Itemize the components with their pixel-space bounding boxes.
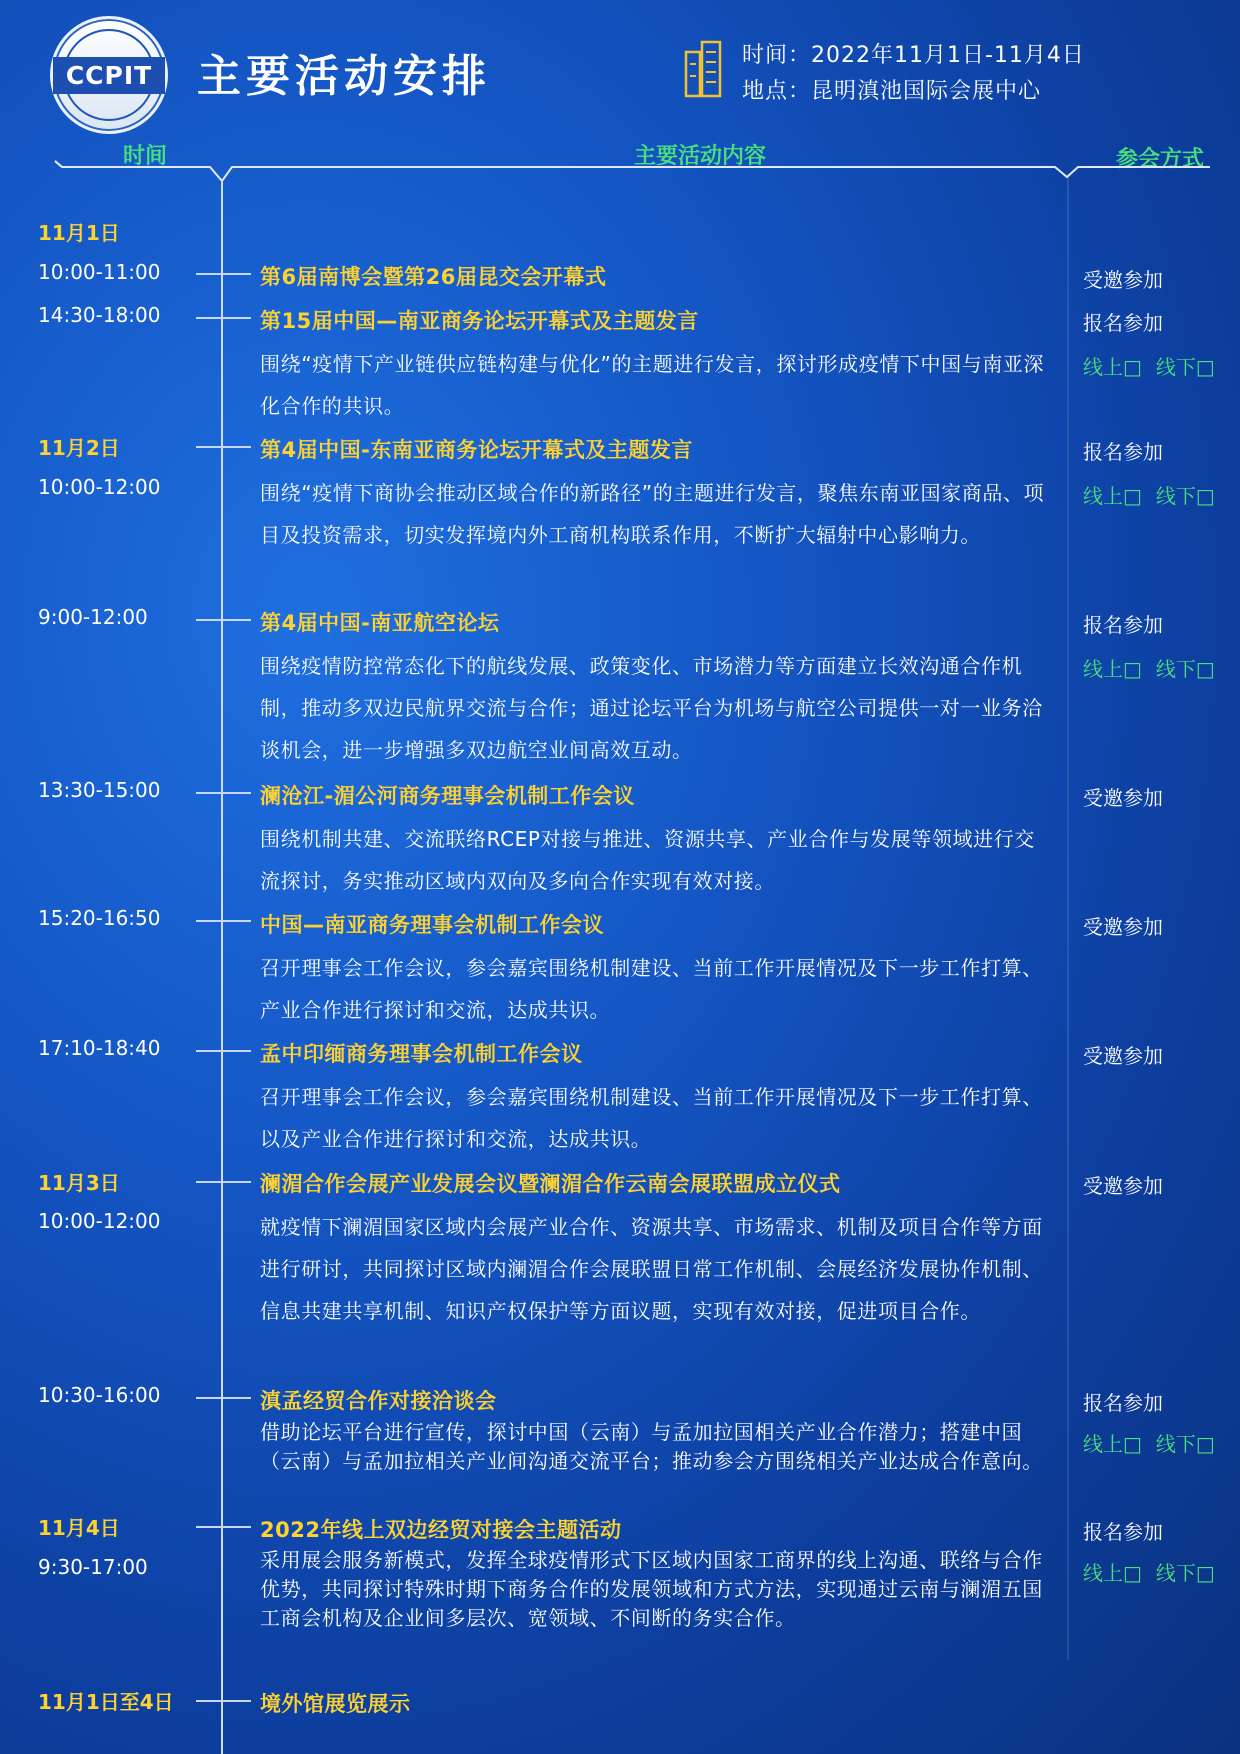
event-description: 围绕“疫情下商协会推动区域合作的新路径”的主题进行发言，聚焦东南亚国家商品、项目及投资需求，切实发挥境内外工商机构联系作用，不断扩大辐射中心影响力。 — [260, 481, 1045, 547]
event-description: 召开理事会工作会议，参会嘉宾围绕机制建设、当前工作开展情况及下一步工作打算、以及产业合作进行探讨和交流，达成共识。 — [260, 1085, 1043, 1151]
online-checkbox[interactable]: 线上□ — [1083, 484, 1142, 508]
day-label: 11月1日 — [38, 221, 120, 245]
offline-checkbox[interactable]: 线下□ — [1155, 355, 1215, 379]
timeline-connector — [196, 317, 251, 319]
online-checkbox[interactable]: 线上□ — [1083, 657, 1142, 681]
column-header-content: 主要活动内容 — [633, 144, 766, 169]
event-title: 中国—南亚商务理事会机制工作会议 — [260, 913, 604, 937]
online-offline-options — [1083, 1428, 1229, 1457]
event-time: 10:30-16:00 — [38, 1383, 161, 1407]
event-title: 第6届南博会暨第26届昆交会开幕式 — [260, 265, 607, 289]
timeline-connector — [196, 920, 251, 922]
online-offline-options — [1083, 653, 1229, 682]
offline-checkbox[interactable]: 线下□ — [1155, 484, 1215, 508]
participation-mode: 报名参加 — [1083, 613, 1163, 637]
event-title: 澜湄合作会展产业发展会议暨澜湄合作云南会展联盟成立仪式 — [260, 1172, 841, 1196]
timeline-connector — [196, 446, 251, 448]
day-label: 11月4日 — [38, 1516, 120, 1540]
timeline-connector — [196, 1700, 251, 1702]
timeline-connector — [196, 619, 251, 621]
logo-text: CCPIT — [53, 57, 165, 94]
day-label: 11月2日 — [38, 436, 120, 460]
online-offline-options — [1083, 351, 1229, 380]
event-time: 10:00-12:00 — [38, 475, 161, 499]
event-time: 9:30-17:00 — [38, 1555, 148, 1579]
event-title: 第4届中国-东南亚商务论坛开幕式及主题发言 — [260, 438, 693, 462]
event-description: 就疫情下澜湄国家区域内会展产业合作、资源共享、市场需求、机制及项目合作等方面进行研讨，共同探讨区域内澜湄合作会展联盟日常工作机制、会展经济发展协作机制、信息共建共享机制、知识产权保护等方面议题，实现有效对接，促进项目合作。 — [260, 1215, 1043, 1323]
day-label: 11月1日至4日 — [38, 1690, 174, 1714]
event-time: 14:30-18:00 — [38, 303, 161, 327]
timeline-connector — [196, 792, 251, 794]
event-description: 借助论坛平台进行宣传，探讨中国（云南）与孟加拉国相关产业合作潜力；搭建中国（云南）与孟加拉相关产业间沟通交流平台；推动参会方围绕相关产业达成合作意向。 — [260, 1420, 1043, 1473]
event-title: 第15届中国—南亚商务论坛开幕式及主题发言 — [260, 309, 699, 333]
online-checkbox[interactable]: 线上□ — [1083, 1432, 1142, 1456]
building-icon — [683, 38, 725, 98]
column-header-mode: 参会方式 — [1115, 147, 1204, 172]
offline-checkbox[interactable]: 线下□ — [1155, 657, 1215, 681]
event-date: 时间：2022年11月1日-11月4日 — [742, 43, 1085, 68]
online-offline-options — [1083, 480, 1229, 509]
ccpit-logo — [50, 16, 168, 134]
event-title: 滇孟经贸合作对接洽谈会 — [260, 1389, 497, 1413]
participation-mode: 受邀参加 — [1083, 915, 1163, 939]
event-time: 10:00-12:00 — [38, 1209, 161, 1233]
event-description: 召开理事会工作会议，参会嘉宾围绕机制建设、当前工作开展情况及下一步工作打算、产业合作进行探讨和交流，达成共识。 — [260, 956, 1043, 1022]
participation-mode: 报名参加 — [1083, 440, 1163, 464]
event-time: 10:00-11:00 — [38, 260, 161, 284]
participation-mode: 受邀参加 — [1083, 786, 1163, 810]
event-description: 围绕“疫情下产业链供应链构建与优化”的主题进行发言，探讨形成疫情下中国与南亚深化合作的共识。 — [260, 352, 1045, 418]
participation-mode: 报名参加 — [1083, 1391, 1163, 1415]
online-offline-options — [1083, 1557, 1229, 1586]
event-title: 澜沧江-湄公河商务理事会机制工作会议 — [260, 784, 635, 808]
event-description: 采用展会服务新模式，发挥全球疫情形式下区域内国家工商界的线上沟通、联络与合作优势，共同探讨特殊时期下商务合作的发展领域和方式方法，实现通过云南与澜湄五国工商会机构及企业间多层次、宽领域、不间断的务实合作。 — [260, 1548, 1043, 1630]
timeline-connector — [196, 1526, 251, 1528]
timeline-connector — [196, 273, 251, 275]
event-title: 第4届中国-南亚航空论坛 — [260, 611, 500, 635]
event-description: 围绕机制共建、交流联络RCEP对接与推进、资源共享、产业合作与发展等领域进行交流探讨，务实推动区域内双向及多向合作实现有效对接。 — [260, 827, 1035, 893]
online-checkbox[interactable]: 线上□ — [1083, 355, 1142, 379]
event-time: 9:00-12:00 — [38, 605, 148, 629]
participation-mode: 受邀参加 — [1083, 1044, 1163, 1068]
page-title: 主要活动安排 — [197, 51, 491, 102]
column-header-time: 时间 — [122, 144, 167, 169]
participation-mode: 报名参加 — [1083, 311, 1163, 335]
event-time: 17:10-18:40 — [38, 1036, 161, 1060]
event-time: 13:30-15:00 — [38, 778, 161, 802]
online-checkbox[interactable]: 线上□ — [1083, 1561, 1142, 1585]
participation-mode: 报名参加 — [1083, 1520, 1163, 1544]
offline-checkbox[interactable]: 线下□ — [1155, 1561, 1215, 1585]
event-venue: 地点：昆明滇池国际会展中心 — [742, 79, 1042, 104]
day-label: 11月3日 — [38, 1171, 120, 1195]
timeline-connector — [196, 1181, 251, 1183]
event-time: 15:20-16:50 — [38, 906, 161, 930]
timeline-connector — [196, 1397, 251, 1399]
event-title: 孟中印缅商务理事会机制工作会议 — [260, 1042, 583, 1066]
participation-mode: 受邀参加 — [1083, 268, 1163, 292]
event-title: 2022年线上双边经贸对接会主题活动 — [260, 1518, 622, 1542]
event-title: 境外馆展览展示 — [260, 1692, 411, 1716]
offline-checkbox[interactable]: 线下□ — [1155, 1432, 1215, 1456]
participation-mode: 受邀参加 — [1083, 1174, 1163, 1198]
event-description: 围绕疫情防控常态化下的航线发展、政策变化、市场潜力等方面建立长效沟通合作机制，推动多双边民航界交流与合作；通过论坛平台为机场与航空公司提供一对一业务洽谈机会，进一步增强多双边航空业间高效互动。 — [260, 654, 1043, 762]
timeline-connector — [196, 1050, 251, 1052]
